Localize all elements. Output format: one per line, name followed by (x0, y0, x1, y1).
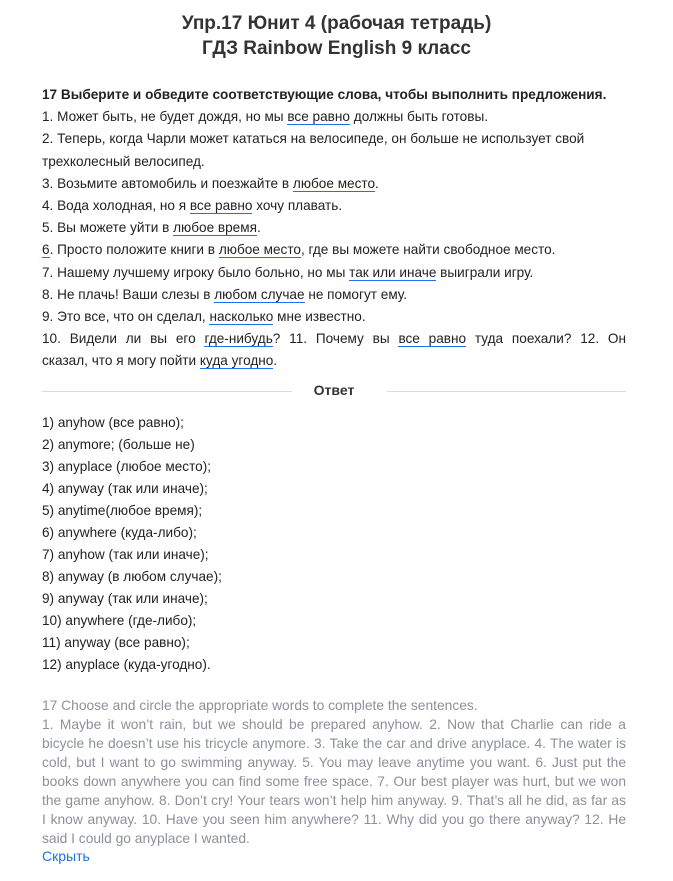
sentence-text: не помогут ему. (304, 286, 408, 302)
sentence-text: хочу плавать. (252, 198, 343, 214)
sentence-text: 10. Видели ли вы его (42, 331, 205, 347)
answer-item: 8) anyway (в любом случае); (42, 569, 222, 584)
sentence-12-end (42, 350, 626, 372)
sentence-text: 9. Это все, что он сделал, (42, 309, 210, 325)
underlined-answer: любом случае (214, 286, 305, 302)
underlined-answer: куда угодно (199, 353, 274, 369)
english-heading: 17 Choose and circle the appropriate words to complete the sentences. (42, 698, 478, 713)
sentence-text: . Просто положите книги в (49, 242, 219, 258)
underlined-answer: насколько (209, 309, 274, 325)
sentence-text: мне известно. (273, 309, 366, 325)
sentences-10-12 (42, 328, 626, 350)
sentence-text: . (273, 353, 278, 369)
sentence-text: выиграли игру. (436, 264, 534, 280)
sentence-2-line-1: 2. Теперь, когда Чарли может кататься на велосипеде, он больше не использует свой (42, 131, 585, 147)
underlined-answer: где-нибудь (204, 331, 273, 347)
sentence-text: . (256, 220, 261, 236)
sentence-text: ? 11. Почему вы (272, 331, 399, 347)
sentence-text: . (375, 175, 379, 191)
sentence-6 (42, 239, 626, 261)
task-russian (42, 84, 626, 373)
answer-item: 3) anyplace (любое место); (42, 459, 212, 474)
hide-link[interactable]: Скрыть (42, 848, 90, 864)
answer-item: 5) anytime(любое время); (42, 503, 203, 518)
answer-item: 11) anyway (все равно); (42, 635, 190, 650)
underlined-answer: любое место (292, 175, 376, 191)
answer-divider (42, 380, 626, 404)
answer-item: 2) anymore; (больше не) (42, 437, 195, 452)
answer-item: 1) anyhow (все равно); (42, 415, 184, 430)
sentence-1 (42, 106, 626, 128)
underlined-answer: все равно (189, 198, 253, 214)
sentence-text: 1. Может быть, не будет дождя, но мы (42, 109, 288, 125)
underlined-answer: все равно (398, 331, 467, 347)
title-line-1: Упр.17 Юнит 4 (рабочая тетрадь) (181, 13, 492, 34)
underlined-answer: все равно (287, 109, 350, 125)
sentence-text: 4. Вода холодная, но я (42, 198, 190, 214)
sentence-text: 5. Вы можете уйти в (42, 220, 174, 236)
sentence-9 (42, 306, 626, 328)
task-heading: 17 Выберите и обведите соответствующие слова, чтобы выполнить предложения. (42, 87, 607, 102)
answer-item: 12) anyplace (куда-угодно). (42, 657, 211, 672)
sentence-text: 8. Не плачь! Ваши слезы в (42, 286, 215, 302)
answer-item: 7) anyhow (так или иначе); (42, 547, 209, 562)
sentence-text: , где вы можете найти свободное место. (300, 242, 556, 258)
english-original (42, 696, 626, 848)
sentence-5 (42, 217, 626, 239)
sentence-2-line-2: трехколесный велосипед. (42, 153, 205, 169)
underlined-answer: любое место (218, 242, 301, 258)
answer-item: 4) anyway (так или иначе); (42, 481, 208, 496)
sentence-text: сказал, что я могу пойти (42, 353, 200, 369)
divider-line-right (387, 391, 626, 392)
sentence-7 (42, 262, 626, 284)
english-body: 1. Maybe it won’t rain, but we should be prepared anyhow. 2. Now that Charlie can ride a bicycle he doesn’t use his tricycle anymore. 3. Take the car and drive anyplace. 4. The water is cold, but I want to go swimming anyway. 5. You may leave anytime you want. 6. Just put the books down anywhere you can find some free space. 7. Our best player was hurt, but we won the game anyhow. 8. Don’t cry! Your tears won’t help him anyway. 9. That’s all he did, as far as I know anyway. 10. Have you seen him anywhere? 11. Why did you go there anyway? 12. He said I could go anyplace I wanted. (42, 717, 626, 846)
sentence-4 (42, 195, 626, 217)
sentence-text: туда поехали? 12. Он (466, 331, 626, 347)
title-line-2: ГДЗ Rainbow English 9 класс (202, 38, 471, 59)
answer-item: 10) anywhere (где-либо); (42, 613, 197, 628)
underlined-answer: так или иначе (349, 264, 437, 280)
sentence-8 (42, 284, 626, 306)
sentence-text: 3. Возьмите автомобиль и поезжайте в (42, 175, 293, 191)
answer-list (42, 412, 222, 676)
answer-heading: Ответ (313, 382, 355, 398)
sentence-text: должны быть готовы. (349, 109, 488, 125)
underlined-answer: любое время (173, 220, 257, 236)
answer-item: 6) anywhere (куда-либо); (42, 525, 197, 540)
answer-item: 9) anyway (так или иначе); (42, 591, 208, 606)
sentence-3 (42, 173, 626, 195)
sentence-text: 7. Нашему лучшему игроку было больно, но мы (42, 264, 350, 280)
underlined-number: 6 (42, 242, 50, 258)
